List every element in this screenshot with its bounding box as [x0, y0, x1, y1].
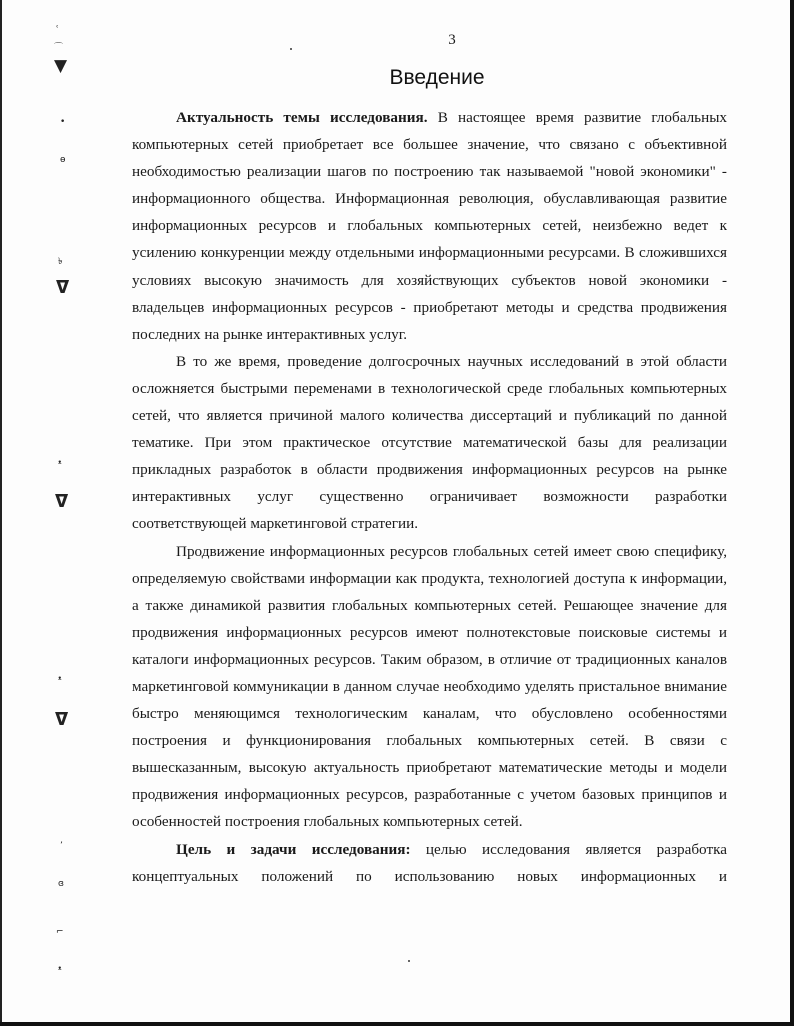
- scan-artifact-mark: ᵜ: [58, 965, 62, 975]
- paragraph-text: В настоящее время развитие глобальных компьютерных сетей приобретает все большее значение, что связано с объективной необходимостью реализации шагов по построению так называемой "новой экономики" - информационного общества. Информационная революция, обуславливающая развитие информационных ресурсов и глобальных компьютерных сетей, неизбежно ведет к усилению конкуренции между отдельными информационными ресурсами. В сложившихся условиях высокую значимость для хозяйствующих субъектов новой экономики - владельцев информационных ресурсов - приобретают методы и средства продвижения последних на рынке интерактивных услуг.: [132, 109, 727, 343]
- scan-artifact-mark: ᐁ: [55, 710, 69, 730]
- scan-artifact-mark: ᐁ: [56, 278, 70, 298]
- scan-artifact-mark: ᵜ: [58, 675, 62, 685]
- scan-artifact-mark: ɵ: [60, 155, 66, 165]
- paragraph: [132, 348, 727, 538]
- scan-artifact-mark: ৳: [58, 257, 63, 267]
- scan-border-left: [0, 0, 2, 1026]
- scan-artifact-mark: ɞ: [58, 879, 64, 889]
- scan-artifact-mark: ᵜ: [58, 459, 62, 469]
- scan-artifact-mark: ʼ: [60, 841, 63, 851]
- paragraph-text: целью исследования является разработка концептуальных положений по использованию новых информационных и: [132, 840, 727, 885]
- page-number: 3: [448, 32, 456, 48]
- scan-border-right: [790, 0, 794, 1026]
- body-text: [132, 104, 727, 890]
- scan-artifact-mark: ⌐: [56, 927, 64, 937]
- page-title: Введение: [389, 66, 485, 89]
- scan-artifact-mark: ▼: [54, 56, 68, 76]
- scan-speck: [290, 48, 292, 50]
- paragraph-text: В то же время, проведение долгосрочных научных исследований в этой области осложняется быстрыми переменами в технологической среде глобальных компьютерных сетей, что является причиной малого количества диссертаций и публикаций по данной тематике. При этом практическое отсутствие математической базы для реализации прикладных разработок в области продвижения информационных ресурсов на рынке интерактивных услуг существенно ограничивает возможности разработки соответствующей маркетинговой стратегии.: [132, 352, 727, 533]
- paragraph-text: Продвижение информационных ресурсов глобальных сетей имеет свою специфику, определяемую свойствами информации как продукта, технологией доступа к информации, а также динамикой развития глобальных компьютерных сетей. Решающее значение для продвижения информационных ресурсов имеют полнотекстовые поисковые системы и каталоги информационных ресурсов. Таким образом, в отличие от традиционных каналов маркетинговой коммуникации в данном случае необходимо уделять пристальное внимание быстро меняющимся технологическим каналам, что обусловлено особенностями построения и функционирования глобальных компьютерных сетей. В связи с вышесказанным, высокую актуальность приобретают математические методы и модели продвижения информационных ресурсов, разработанные с учетом базовых принципов и особенностей построения глобальных компьютерных сетей.: [132, 542, 727, 831]
- paragraph: [132, 836, 727, 890]
- paragraph: [132, 104, 727, 348]
- scan-artifact-mark: •: [60, 117, 66, 127]
- paragraph-lead: Цель и задачи исследования:: [176, 840, 411, 858]
- scan-artifact-mark: ⌒: [54, 43, 64, 53]
- scan-border-bottom: [0, 1022, 794, 1026]
- paragraph: [132, 538, 727, 836]
- scan-artifact-mark: ᐁ: [55, 492, 69, 512]
- scan-artifact-mark: ʿ: [56, 25, 59, 35]
- paragraph-lead: Актуальность темы исследования.: [176, 109, 428, 126]
- scan-speck: [408, 960, 410, 962]
